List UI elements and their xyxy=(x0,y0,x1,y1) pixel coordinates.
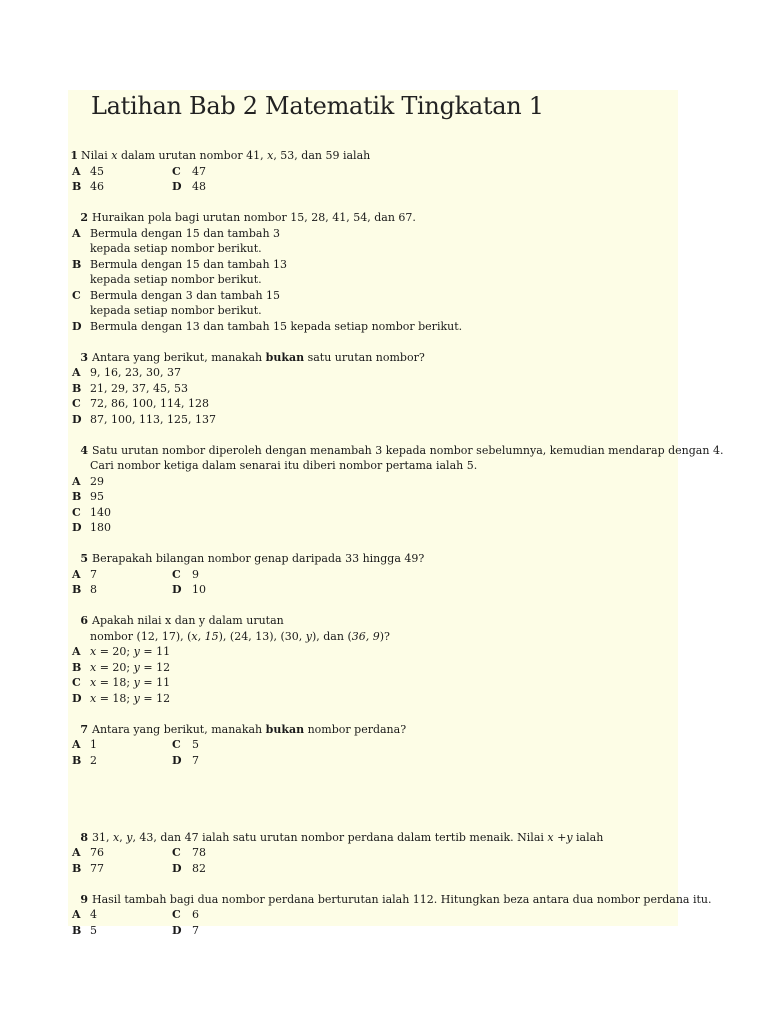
option-b: 2 xyxy=(90,753,97,767)
option-b: x = 20; y = 12 xyxy=(90,660,171,674)
option-letter: D xyxy=(172,583,182,596)
option-letter: C xyxy=(172,738,181,751)
option-letter: D xyxy=(72,412,82,426)
option-c: Bermula dengan 3 dan tambah 15 xyxy=(90,288,281,302)
option-c: 47 xyxy=(192,164,206,178)
option-d: 180 xyxy=(90,521,111,534)
option-letter: A xyxy=(72,846,81,859)
option-letter: D xyxy=(72,521,82,534)
option-letter: C xyxy=(172,164,181,178)
option-a: Bermula dengan 15 dan tambah 3 xyxy=(90,226,281,240)
option-letter: D xyxy=(72,319,82,333)
question-1 xyxy=(70,148,680,195)
option-c: 9 xyxy=(192,567,199,581)
question-number: 1 xyxy=(70,149,78,162)
option-b-cont: kepada setiap nombor berikut. xyxy=(90,273,262,286)
question-number: 3 xyxy=(80,350,88,364)
option-letter: D xyxy=(172,923,182,937)
question-number: 5 xyxy=(80,552,88,565)
question-number: 4 xyxy=(80,443,88,457)
question-text-end: satu urutan nombor? xyxy=(304,350,425,364)
option-a: x = 20; y = 11 xyxy=(90,645,171,658)
option-d: 7 xyxy=(192,753,199,767)
option-a: 4 xyxy=(90,908,97,921)
option-d: Bermula dengan 13 dan tambah 15 kepada setiap nombor berikut. xyxy=(90,319,463,333)
option-a: 76 xyxy=(90,846,104,859)
option-c: 72, 86, 100, 114, 128 xyxy=(90,397,209,410)
option-letter: B xyxy=(72,381,82,395)
emphasis: bukan xyxy=(265,722,305,736)
question-text: Huraikan pola bagi urutan nombor 15, 28, 41, 54, dan 67. xyxy=(92,211,416,224)
option-letter: A xyxy=(72,164,81,178)
option-letter: C xyxy=(172,567,181,581)
option-letter: D xyxy=(172,180,182,193)
option-letter: A xyxy=(72,645,81,658)
question-number: 6 xyxy=(80,614,88,627)
page-title: Latihan Bab 2 Matematik Tingkatan 1 xyxy=(91,92,544,120)
question-list xyxy=(70,148,724,954)
option-letter: B xyxy=(72,180,82,193)
option-a-cont: kepada setiap nombor berikut. xyxy=(90,242,262,255)
question-number: 7 xyxy=(80,722,88,736)
option-c-cont: kepada setiap nombor berikut. xyxy=(90,304,262,317)
option-d: x = 18; y = 12 xyxy=(90,691,171,705)
option-letter: B xyxy=(72,861,82,875)
option-letter: A xyxy=(72,474,81,488)
question-number: 9 xyxy=(80,892,88,906)
question-4 xyxy=(70,443,724,536)
option-c: 6 xyxy=(192,908,199,921)
option-letter: D xyxy=(172,861,182,875)
option-letter: C xyxy=(72,288,81,302)
option-a: 9, 16, 23, 30, 37 xyxy=(90,366,181,379)
option-letter: D xyxy=(172,753,182,767)
option-c: x = 18; y = 11 xyxy=(90,676,171,689)
option-d: 87, 100, 113, 125, 137 xyxy=(90,412,216,426)
option-letter: A xyxy=(72,226,81,240)
question-text: 31, x, y, 43, dan 47 ialah satu urutan nombor perdana dalam tertib menaik. Nilai x +y ialah xyxy=(92,830,604,844)
option-d: 10 xyxy=(192,583,206,596)
option-a: 45 xyxy=(90,164,104,178)
option-letter: B xyxy=(72,660,82,674)
question-text: Satu urutan nombor diperoleh dengan menambah 3 kepada nombor sebelumnya, kemudian mendarap dengan 4. xyxy=(92,443,724,457)
question-7 xyxy=(70,722,680,769)
option-a: 1 xyxy=(90,738,97,751)
option-letter: C xyxy=(72,505,81,519)
option-a: 29 xyxy=(90,474,104,488)
question-text: Berapakah bilangan nombor genap daripada 33 hingga 49? xyxy=(92,552,425,565)
option-b: 46 xyxy=(90,180,104,193)
question-5 xyxy=(70,551,680,598)
option-letter: A xyxy=(72,738,81,751)
option-letter: C xyxy=(72,397,81,410)
option-d: 48 xyxy=(192,180,206,193)
emphasis: bukan xyxy=(265,350,305,364)
question-text-cont: Cari nombor ketiga dalam senarai itu diberi nombor pertama ialah 5. xyxy=(90,459,478,472)
option-letter: B xyxy=(72,257,82,271)
option-c: 140 xyxy=(90,505,111,519)
question-number: 2 xyxy=(80,211,88,224)
option-letter: B xyxy=(72,490,82,503)
option-b: 77 xyxy=(90,861,104,875)
option-letter: A xyxy=(72,567,81,581)
question-text: Hasil tambah bagi dua nombor perdana berturutan ialah 112. Hitungkan beza antara dua nombor perdana itu. xyxy=(92,892,712,906)
option-b: Bermula dengan 15 dan tambah 13 xyxy=(90,257,288,271)
option-letter: C xyxy=(172,908,181,921)
question-3 xyxy=(70,350,680,428)
option-letter: A xyxy=(72,908,81,921)
option-c: 78 xyxy=(192,846,206,859)
question-2 xyxy=(70,210,680,334)
option-letter: B xyxy=(72,923,82,937)
option-d: 82 xyxy=(192,861,206,875)
question-6 xyxy=(70,613,680,706)
option-d: 7 xyxy=(192,923,199,937)
option-letter: C xyxy=(72,676,81,689)
question-text: Antara yang berikut, manakah xyxy=(92,350,266,364)
option-b: 95 xyxy=(90,490,104,503)
option-letter: C xyxy=(172,846,181,859)
option-letter: B xyxy=(72,583,82,596)
option-letter: B xyxy=(72,753,82,767)
option-letter: A xyxy=(72,366,81,379)
option-a: 7 xyxy=(90,567,97,581)
option-c: 5 xyxy=(192,738,199,751)
question-text-cont: nombor (12, 17), (x, 15), (24, 13), (30, y), dan (36, 9)? xyxy=(90,629,390,643)
question-number: 8 xyxy=(80,830,88,844)
option-b: 8 xyxy=(90,583,97,596)
question-text: Apakah nilai x dan y dalam urutan xyxy=(92,614,284,627)
option-b: 5 xyxy=(90,923,97,937)
question-text-end: nombor perdana? xyxy=(304,722,407,736)
option-letter: D xyxy=(72,691,82,705)
spacer xyxy=(70,784,680,830)
question-8 xyxy=(70,830,680,877)
question-text: Antara yang berikut, manakah xyxy=(92,722,266,736)
question-9 xyxy=(70,892,712,939)
option-b: 21, 29, 37, 45, 53 xyxy=(90,381,188,395)
question-text: Nilai x dalam urutan nombor 41, x, 53, dan 59 ialah xyxy=(81,149,371,162)
